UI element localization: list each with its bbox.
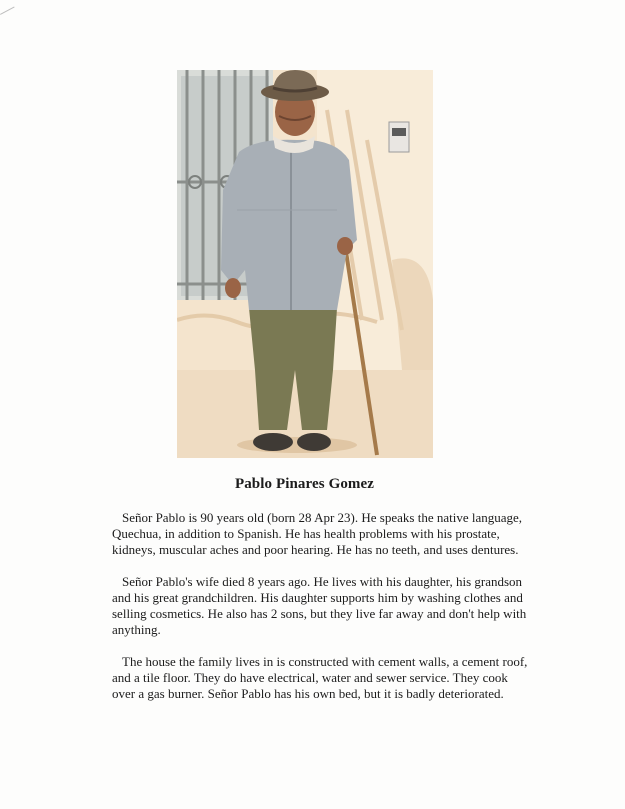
paragraph-family: Señor Pablo's wife died 8 years ago. He lives with his daughter, his grandson and his great grandchildren. His daughter supports him by washing clothes and selling cosmetics. He also has 2 sons, but they live far away and don't help with anything. <box>112 574 527 637</box>
scan-artifact <box>0 6 19 23</box>
document-title: Pablo Pinares Gomez <box>234 476 375 492</box>
document-body <box>112 510 532 718</box>
paragraph-biography: Señor Pablo is 90 years old (born 28 Apr 23). He speaks the native language, Quechua, in addition to Spanish. He has health problems with his prostate, kidneys, muscular aches and poor hearing. He has no teeth, and uses dentures. <box>112 510 523 557</box>
portrait-photo <box>177 70 433 458</box>
paragraph-housing: The house the family lives in is constructed with cement walls, a cement roof, and a tile floor. They do have electrical, water and sewer service. They cook over a gas burner. Señor Pablo has his own bed, but it is badly deteriorated. <box>112 654 528 701</box>
